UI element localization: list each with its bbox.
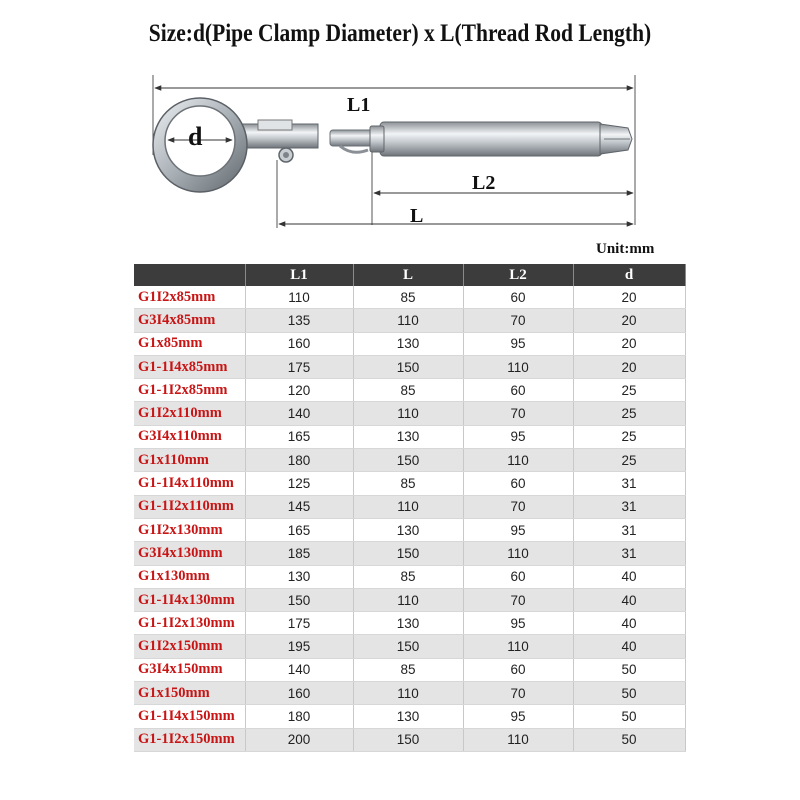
column-header-l1: L1	[245, 264, 353, 286]
d-cell: 50	[573, 705, 685, 728]
l2-cell: 70	[463, 309, 573, 332]
table-row	[134, 355, 685, 378]
d-cell: 31	[573, 518, 685, 541]
model-cell: G1-1I2x110mm	[134, 495, 245, 518]
l-cell: 85	[353, 286, 463, 309]
model-cell: G1-1I4x85mm	[134, 355, 245, 378]
l2-cell: 95	[463, 332, 573, 355]
l1-cell: 180	[245, 705, 353, 728]
model-cell: G1x130mm	[134, 565, 245, 588]
label-l2: L2	[472, 172, 496, 194]
l-cell: 150	[353, 728, 463, 751]
l-cell: 130	[353, 612, 463, 635]
d-cell: 20	[573, 332, 685, 355]
l2-cell: 60	[463, 379, 573, 402]
d-cell: 50	[573, 682, 685, 705]
d-cell: 40	[573, 635, 685, 658]
l2-cell: 110	[463, 635, 573, 658]
d-cell: 31	[573, 472, 685, 495]
column-header-l2: L2	[463, 264, 573, 286]
table-row	[134, 565, 685, 588]
l2-cell: 110	[463, 355, 573, 378]
l-cell: 110	[353, 309, 463, 332]
l2-cell: 60	[463, 472, 573, 495]
l1-cell: 195	[245, 635, 353, 658]
model-cell: G1-1I4x150mm	[134, 705, 245, 728]
label-l: L	[410, 205, 424, 227]
model-cell: G1I2x150mm	[134, 635, 245, 658]
label-d: d	[188, 122, 203, 151]
table-row	[134, 705, 685, 728]
l2-cell: 70	[463, 402, 573, 425]
model-cell: G1x85mm	[134, 332, 245, 355]
l1-cell: 165	[245, 425, 353, 448]
model-cell: G1-1I2x85mm	[134, 379, 245, 402]
column-header-d: d	[573, 264, 685, 286]
d-cell: 25	[573, 379, 685, 402]
model-cell: G1x150mm	[134, 682, 245, 705]
l2-cell: 95	[463, 518, 573, 541]
l2-cell: 60	[463, 658, 573, 681]
model-cell: G1-1I2x130mm	[134, 612, 245, 635]
l1-cell: 140	[245, 402, 353, 425]
d-cell: 20	[573, 286, 685, 309]
l-cell: 130	[353, 705, 463, 728]
table-row	[134, 309, 685, 332]
table-row	[134, 425, 685, 448]
l-cell: 150	[353, 355, 463, 378]
d-cell: 25	[573, 449, 685, 472]
l1-cell: 120	[245, 379, 353, 402]
d-cell: 20	[573, 309, 685, 332]
l-cell: 130	[353, 425, 463, 448]
l1-cell: 165	[245, 518, 353, 541]
size-spec-table	[134, 264, 686, 752]
d-cell: 50	[573, 658, 685, 681]
l1-cell: 130	[245, 565, 353, 588]
model-cell: G1x110mm	[134, 449, 245, 472]
l2-cell: 110	[463, 449, 573, 472]
label-l1: L1	[347, 94, 371, 116]
l1-cell: 175	[245, 355, 353, 378]
model-cell: G1I2x130mm	[134, 518, 245, 541]
l-cell: 110	[353, 402, 463, 425]
l-cell: 110	[353, 588, 463, 611]
l2-cell: 95	[463, 612, 573, 635]
l2-cell: 60	[463, 565, 573, 588]
l-cell: 150	[353, 449, 463, 472]
l1-cell: 175	[245, 612, 353, 635]
l2-cell: 95	[463, 425, 573, 448]
table-row	[134, 402, 685, 425]
table-row	[134, 542, 685, 565]
page-title: Size:d(Pipe Clamp Diameter) x L(Thread Rod Length)	[148, 20, 652, 47]
l-cell: 130	[353, 518, 463, 541]
l1-cell: 160	[245, 682, 353, 705]
model-cell: G3I4x130mm	[134, 542, 245, 565]
model-cell: G3I4x85mm	[134, 309, 245, 332]
table-row	[134, 658, 685, 681]
d-cell: 25	[573, 402, 685, 425]
model-cell: G1-1I4x110mm	[134, 472, 245, 495]
l1-cell: 150	[245, 588, 353, 611]
table-row	[134, 449, 685, 472]
l1-cell: 180	[245, 449, 353, 472]
model-cell: G1-1I4x130mm	[134, 588, 245, 611]
l2-cell: 70	[463, 588, 573, 611]
l2-cell: 70	[463, 495, 573, 518]
table-row	[134, 612, 685, 635]
l1-cell: 125	[245, 472, 353, 495]
d-cell: 20	[573, 355, 685, 378]
model-cell: G1-1I2x150mm	[134, 728, 245, 751]
l1-cell: 200	[245, 728, 353, 751]
l1-cell: 160	[245, 332, 353, 355]
model-cell: G3I4x150mm	[134, 658, 245, 681]
l-cell: 110	[353, 682, 463, 705]
table-row	[134, 495, 685, 518]
d-cell: 31	[573, 542, 685, 565]
model-cell: G1I2x85mm	[134, 286, 245, 309]
l2-cell: 110	[463, 728, 573, 751]
model-cell: G1I2x110mm	[134, 402, 245, 425]
l-cell: 85	[353, 472, 463, 495]
table-row	[134, 682, 685, 705]
d-cell: 50	[573, 728, 685, 751]
table-header-row	[134, 264, 685, 286]
l2-cell: 95	[463, 705, 573, 728]
l-cell: 130	[353, 332, 463, 355]
l1-cell: 140	[245, 658, 353, 681]
d-cell: 25	[573, 425, 685, 448]
l-cell: 85	[353, 658, 463, 681]
table-row	[134, 286, 685, 309]
table-row	[134, 728, 685, 751]
l-cell: 85	[353, 379, 463, 402]
l1-cell: 110	[245, 286, 353, 309]
l2-cell: 60	[463, 286, 573, 309]
table-row	[134, 472, 685, 495]
l-cell: 110	[353, 495, 463, 518]
column-header-model	[134, 264, 245, 286]
l-cell: 85	[353, 565, 463, 588]
l1-cell: 185	[245, 542, 353, 565]
table-row	[134, 332, 685, 355]
model-cell: G3I4x110mm	[134, 425, 245, 448]
d-cell: 40	[573, 612, 685, 635]
l1-cell: 145	[245, 495, 353, 518]
d-cell: 40	[573, 588, 685, 611]
d-cell: 40	[573, 565, 685, 588]
unit-label: Unit:mm	[596, 241, 655, 257]
l2-cell: 110	[463, 542, 573, 565]
d-cell: 31	[573, 495, 685, 518]
l2-cell: 70	[463, 682, 573, 705]
table-row	[134, 635, 685, 658]
l-cell: 150	[353, 542, 463, 565]
l-cell: 150	[353, 635, 463, 658]
table-row	[134, 379, 685, 402]
pipe-clamp-diagram	[0, 0, 800, 240]
table-row	[134, 518, 685, 541]
table-row	[134, 588, 685, 611]
column-header-l: L	[353, 264, 463, 286]
l1-cell: 135	[245, 309, 353, 332]
